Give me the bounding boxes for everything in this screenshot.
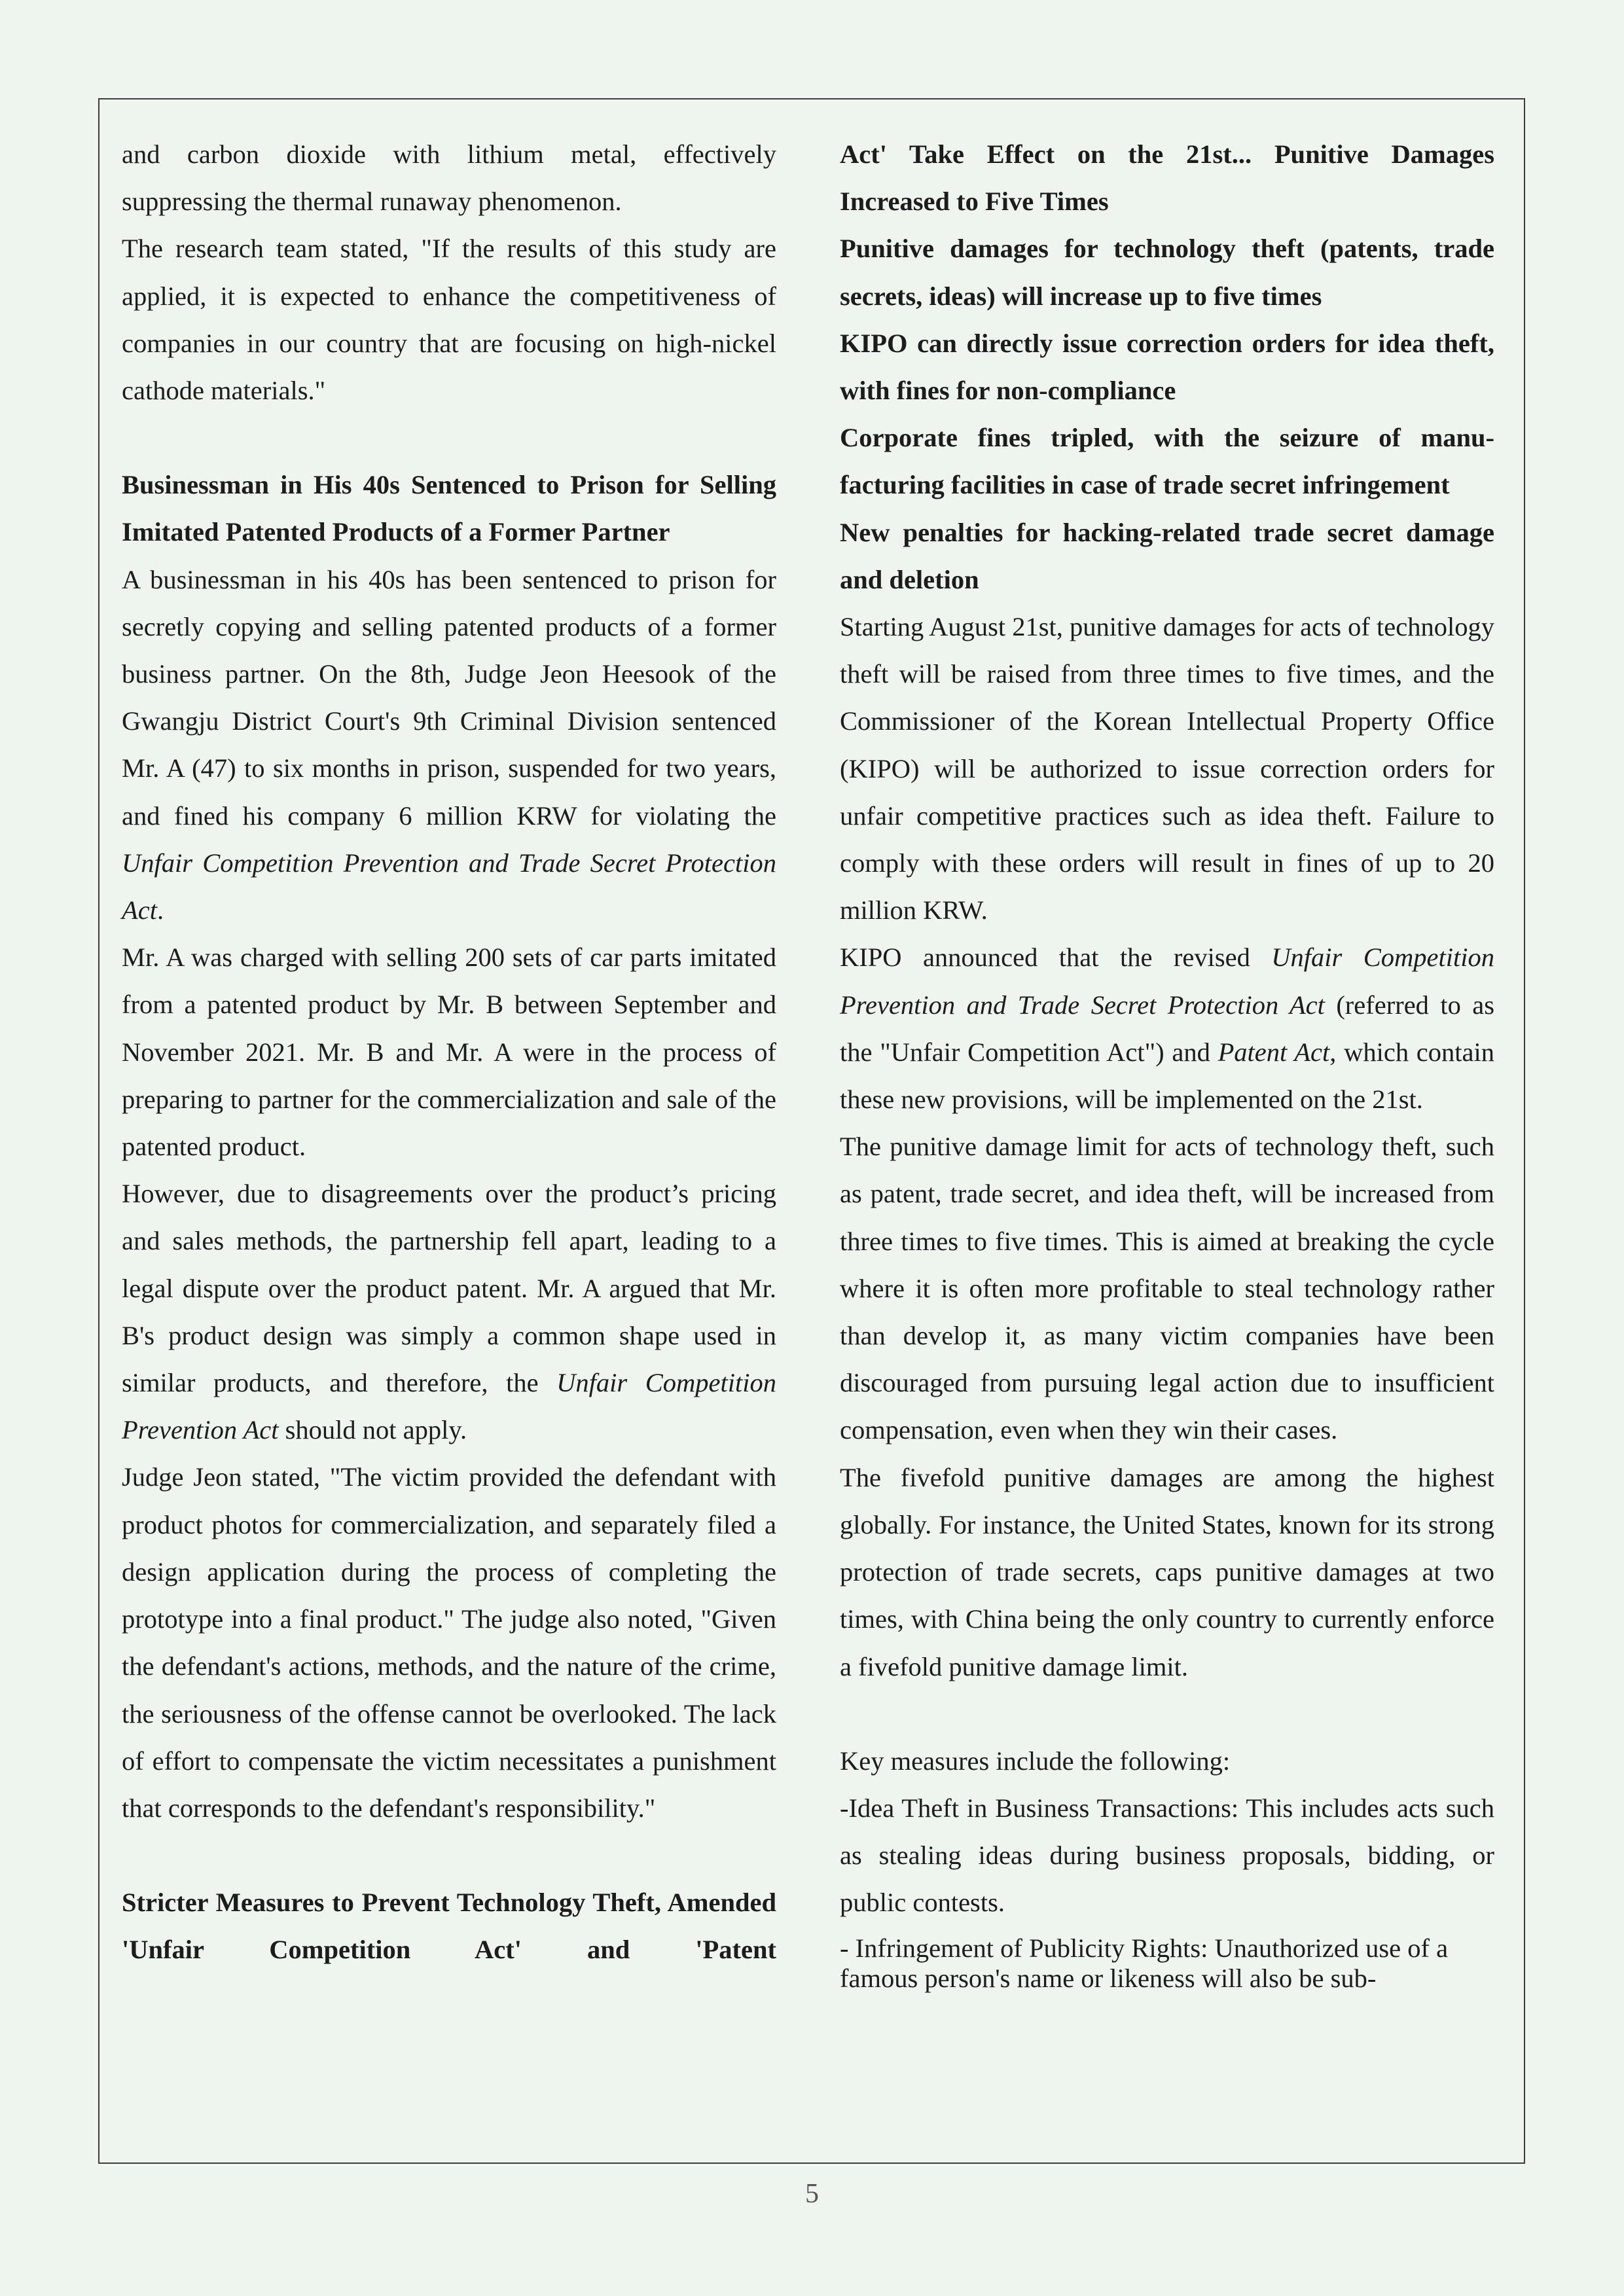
paragraph: Key measures include the following: — [840, 1746, 1231, 1776]
article-headline: Stricter Measures to Prevent Technology Theft, Amended 'Unfair Competition Act' and 'Patent — [122, 1888, 776, 1965]
paragraph-text: However, due to disagreements over the product’s pricing and sales methods, the partnership fell apart, leading to a legal dispute over the product patent. Mr. A argued that Mr. B's product design was simply a common shape used in similar products, and therefore, the — [122, 1179, 776, 1398]
page-frame — [98, 98, 1525, 2164]
left-column — [122, 131, 776, 1974]
paragraph: Starting August 21st, punitive damages for acts of technology theft will be raised from three times to five times, and the Commissioner of the Korean Intellectual Property Office (KIPO) will be authorized to issue correction orders for unfair competitive practices such as idea theft. Failure to comply with these orders will result in fines of up to 20 million KRW. — [840, 612, 1494, 925]
paragraph: and carbon dioxide with lithium metal, effectively suppressing the thermal runaway phenomenon. — [122, 139, 776, 217]
subheading: Punitive damages for technology theft (patents, trade secrets, ideas) will increase up to five times — [840, 234, 1494, 311]
paragraph: The fivefold punitive damages are among the highest globally. For instance, the United States, known for its strong protection of trade secrets, caps punitive damages at two times, with China being the only country to currently enforce a fivefold punitive damage limit. — [840, 1462, 1494, 1681]
paragraph-text: A businessman in his 40s has been sentenced to prison for secretly copying and selling patented products of a former business partner. On the 8th, Judge Jeon Heesook of the Gwangju District Court's 9th Criminal Division sentenced Mr. A (47) to six months in prison, suspended for two years, and fined his company 6 million KRW for violating the — [122, 564, 776, 831]
law-title: Unfair Competition Prevention and Trade Secret Protection Act — [122, 848, 776, 925]
subheading: KIPO can directly issue correction orders for idea theft, with fines for non-compliance — [840, 328, 1494, 406]
paragraph-text: (referred to as the "Unfair Competition Act") and — [840, 990, 1494, 1067]
paragraph — [122, 1170, 776, 1454]
paragraph — [840, 934, 1494, 1123]
paragraph: Judge Jeon stated, "The victim provided the defendant with product photos for commercialization, and separately filed a design application during the process of completing the prototype into a final product." The judge also noted, "Given the defendant's actions, methods, and the nature of the crime, the seriousness of the offense cannot be overlooked. The lack of effort to compensate the victim necessitates a punishment that corresponds to the defendant's responsibility." — [122, 1462, 776, 1823]
list-item: - Infringement of Publicity Rights: Unauthorized use of a famous person's name or likeness will also be sub- — [840, 1933, 1449, 1993]
law-title: Unfair Competition Prevention and Trade Secret Protection Act — [840, 942, 1494, 1020]
list-item: -Idea Theft in Business Transactions: This includes acts such as stealing ideas during business proposals, bidding, or public contests. — [840, 1793, 1494, 1918]
subheading: Corporate fines tripled, with the seizure of manufacturing facilities in case of trade secret infringement — [840, 423, 1494, 500]
page-number: 5 — [805, 2179, 819, 2209]
paragraph — [122, 556, 776, 935]
paragraph: Mr. A was charged with selling 200 sets of car parts imitated from a patented product by Mr. B between September and November 2021. Mr. B and Mr. A were in the process of preparing to partner for the commercialization and sale of the patented product. — [122, 942, 776, 1162]
paragraph-text: should not apply. — [278, 1415, 467, 1445]
law-title: Patent Act — [1218, 1037, 1330, 1067]
spacer — [122, 414, 776, 461]
paragraph-text: . — [156, 895, 164, 925]
law-title: Unfair Competition Prevention Act — [122, 1368, 776, 1445]
paragraph: The punitive damage limit for acts of technology theft, such as patent, trade secret, and idea theft, will be increased from three times to five times. This is aimed at breaking the cycle where it is often more profitable to steal technology rather than develop it, as many victim companies have been discouraged from pursuing legal action due to insufficient compensation, even when they win their cases. — [840, 1132, 1494, 1445]
paragraph: The research team stated, "If the results of this study are applied, it is expected to enhance the competitiveness of companies in our country that are focusing on high-nickel cathode materials." — [122, 234, 776, 406]
spacer — [840, 1691, 1494, 1738]
paragraph-text: KIPO announced that the revised — [840, 942, 1272, 973]
paragraph-text: , which contain these new provisions, will be implemented on the 21st. — [840, 1037, 1494, 1115]
article-headline: Businessman in His 40s Sentenced to Prison for Selling Imitated Patented Products of a Former Partner — [122, 470, 776, 547]
spacer — [122, 1832, 776, 1879]
article-headline-continued: Act' Take Effect on the 21st... Punitive Damages Increased to Five Times — [840, 139, 1494, 217]
right-column — [840, 131, 1494, 1994]
subheading: New penalties for hacking-related trade secret damage and deletion — [840, 517, 1494, 594]
